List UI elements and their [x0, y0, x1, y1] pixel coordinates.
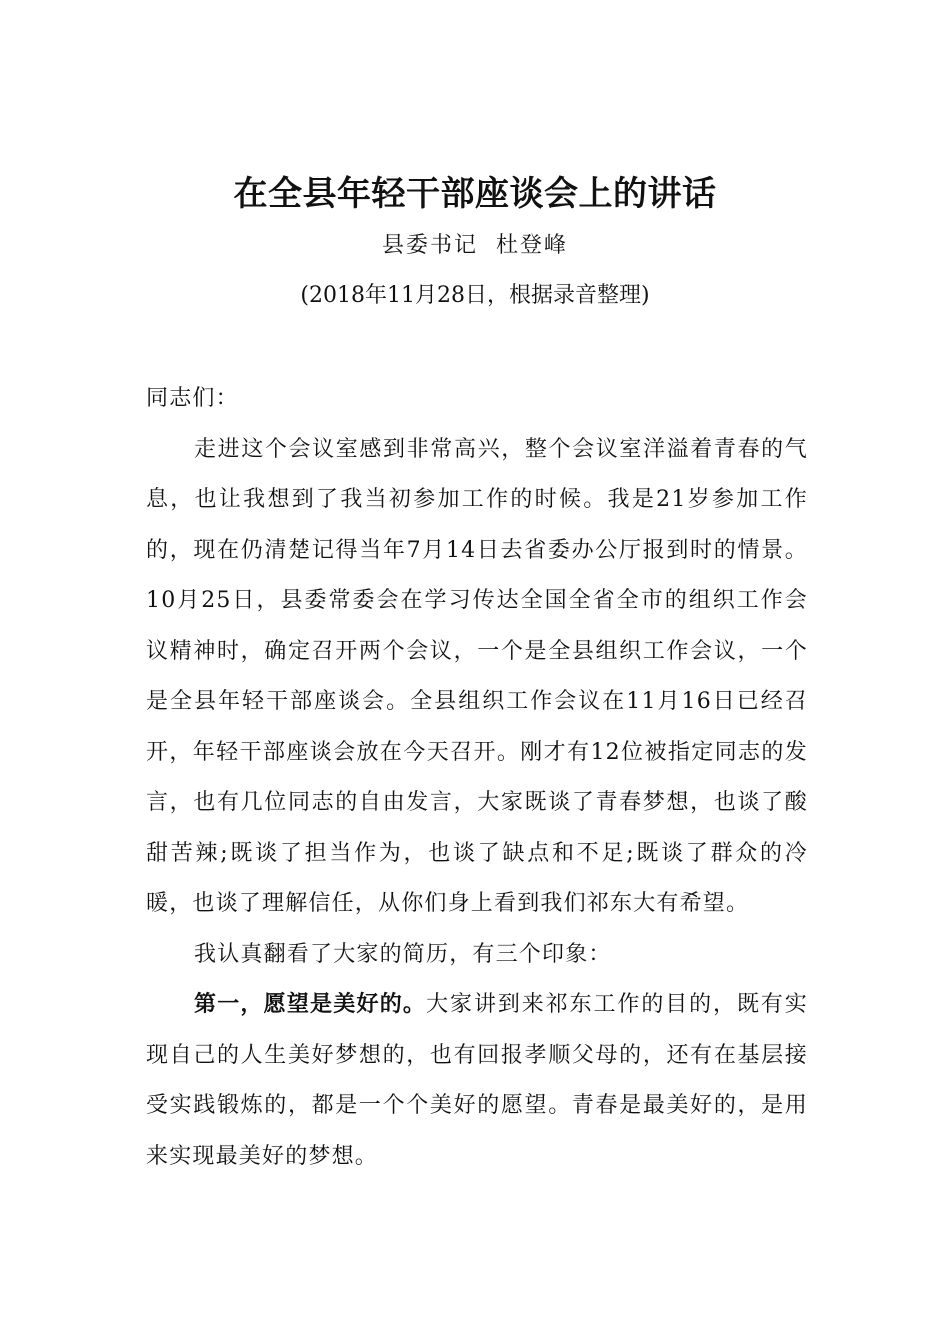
paragraph-1: 走进这个会议室感到非常高兴，整个会议室洋溢着青春的气息，也让我想到了我当初参加工作的时候。我是21岁参加工作的，现在仍清楚记得当年7月14日去省委办公厅报到时的情景。10月25日，县委常委会在学习传达全国全省全市的组织工作会议精神时，确定召开两个会议，一个是全县组织工作会议，一个是全县年轻干部座谈会。全县组织工作会议在11月16日已经召开，年轻干部座谈会放在今天召开。刚才有12位被指定同志的发言，也有几位同志的自由发言，大家既谈了青春梦想，也谈了酸甜苦辣;既谈了担当作为，也谈了缺点和不足;既谈了群众的冷暖，也谈了理解信任，从你们身上看到我们祁东大有希望。: [146, 436, 808, 916]
paragraph-2: 我认真翻看了大家的简历，有三个印象：: [194, 941, 612, 967]
salutation: 同志们：: [146, 386, 239, 411]
date-note: (2018年11月28日，根据录音整理): [300, 283, 650, 308]
point-one-lead: 第一，愿望是美好的。: [194, 992, 427, 1017]
document-title: 在全县年轻干部座谈会上的讲话: [233, 174, 717, 214]
author-line: 县委书记 杜登峰: [382, 233, 568, 258]
body-text: [146, 374, 808, 1182]
point-one-text: 大家讲到来祁东工作的目的，既有实现自己的人生美好梦想的，也有回报孝顺父母的，还有在基层接受实践锻炼的，都是一个个美好的愿望。青春是最美好的，是用来实现最美好的梦想。: [146, 992, 808, 1169]
paragraph-point-one: [146, 980, 808, 1182]
